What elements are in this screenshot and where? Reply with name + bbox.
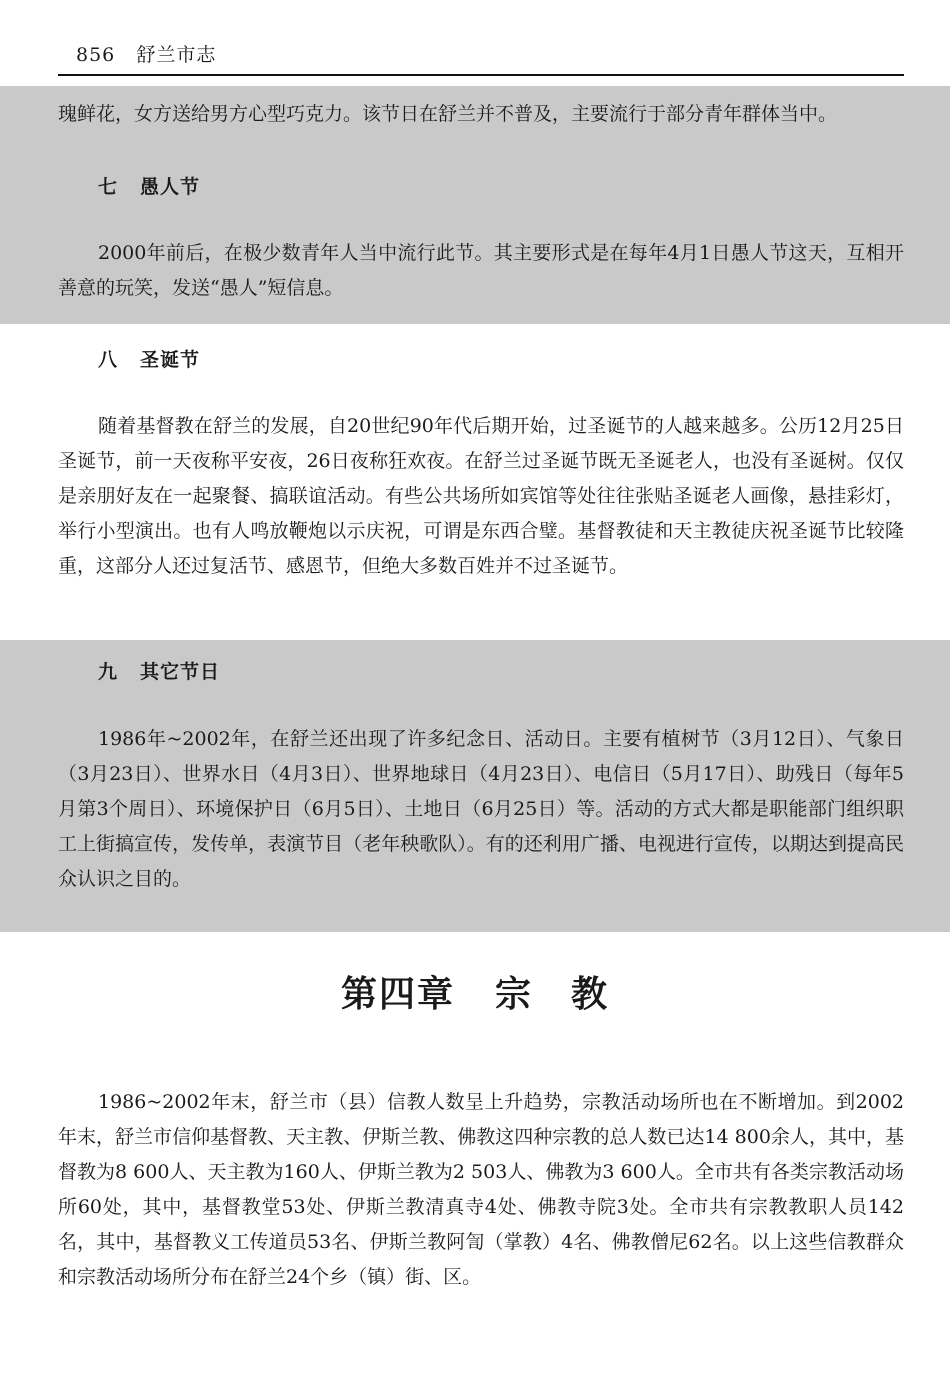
april-fools-paragraph: 2000年前后，在极少数青年人当中流行此节。其主要形式是在每年4月1日愚人节这天，互相开善意的玩笑，发送“愚人”短信息。 [58, 242, 904, 299]
section-title: 愚人节 [140, 176, 201, 198]
section-heading-christmas [98, 345, 200, 372]
chapter-label: 第四章 [340, 973, 455, 1015]
section-title: 圣诞节 [140, 349, 201, 371]
book-title: 舒兰市志 [136, 44, 217, 66]
running-header [76, 40, 216, 67]
chapter-name: 宗 教 [495, 973, 610, 1015]
christmas-paragraph: 随着基督教在舒兰的发展，自20世纪90年代后期开始，过圣诞节的人越来越多。公历12月25日圣诞节，前一天夜称平安夜，26日夜称狂欢夜。在舒兰过圣诞节既无圣诞老人，也没有圣诞树。仅仅是亲朋好友在一起聚餐、搞联谊活动。有些公共场所如宾馆等处往往张贴圣诞老人画像，悬挂彩灯，举行小型演出。也有人鸣放鞭炮以示庆祝，可谓是东西合璧。基督教徒和天主教徒庆祝圣诞节比较隆重，这部分人还过复活节、感恩节，但绝大多数百姓并不过圣诞节。 [58, 415, 904, 577]
section-heading-other-festivals [98, 657, 220, 684]
continuation-paragraph: 瑰鲜花，女方送给男方心型巧克力。该节日在舒兰并不普及，主要流行于部分青年群体当中。 [58, 103, 838, 125]
section-heading-april-fools [98, 172, 200, 199]
page-number: 856 [76, 44, 116, 66]
chapter-intro-paragraph: 1986~2002年末，舒兰市（县）信教人数呈上升趋势，宗教活动场所也在不断增加。到2002年末，舒兰市信仰基督教、天主教、伊斯兰教、佛教这四种宗教的总人数已达14 800余人，其中，基督教为8 600人、天主教为160人、伊斯兰教为2 503人、佛教为3 600人。全市共有各类宗教活动场所60处，其中，基督教堂53处、伊斯兰教清真寺4处、佛教寺院3处。全市共有宗教教职人员142名，其中，基督教义工传道员53名、伊斯兰教阿訇（掌教）4名、佛教僧尼62名。以上这些信教群众和宗教活动场所分布在舒兰24个乡（镇）街、区。 [58, 1091, 904, 1288]
section-number: 九 [98, 661, 119, 683]
section-title: 其它节日 [140, 661, 221, 683]
header-rule [58, 74, 904, 76]
chapter-title [0, 966, 950, 1017]
other-festivals-paragraph: 1986年~2002年，在舒兰还出现了许多纪念日、活动日。主要有植树节（3月12日）、气象日（3月23日）、世界水日（4月3日）、世界地球日（4月23日）、电信日（5月17日）、助残日（每年5月第3个周日）、环境保护日（6月5日）、土地日（6月25日）等。活动的方式大都是职能部门组织职工上街搞宣传，发传单，表演节目（老年秧歌队）。有的还利用广播、电视进行宣传，以期达到提高民众认识之目的。 [58, 728, 904, 890]
section-number: 八 [98, 349, 119, 371]
section-number: 七 [98, 176, 119, 198]
